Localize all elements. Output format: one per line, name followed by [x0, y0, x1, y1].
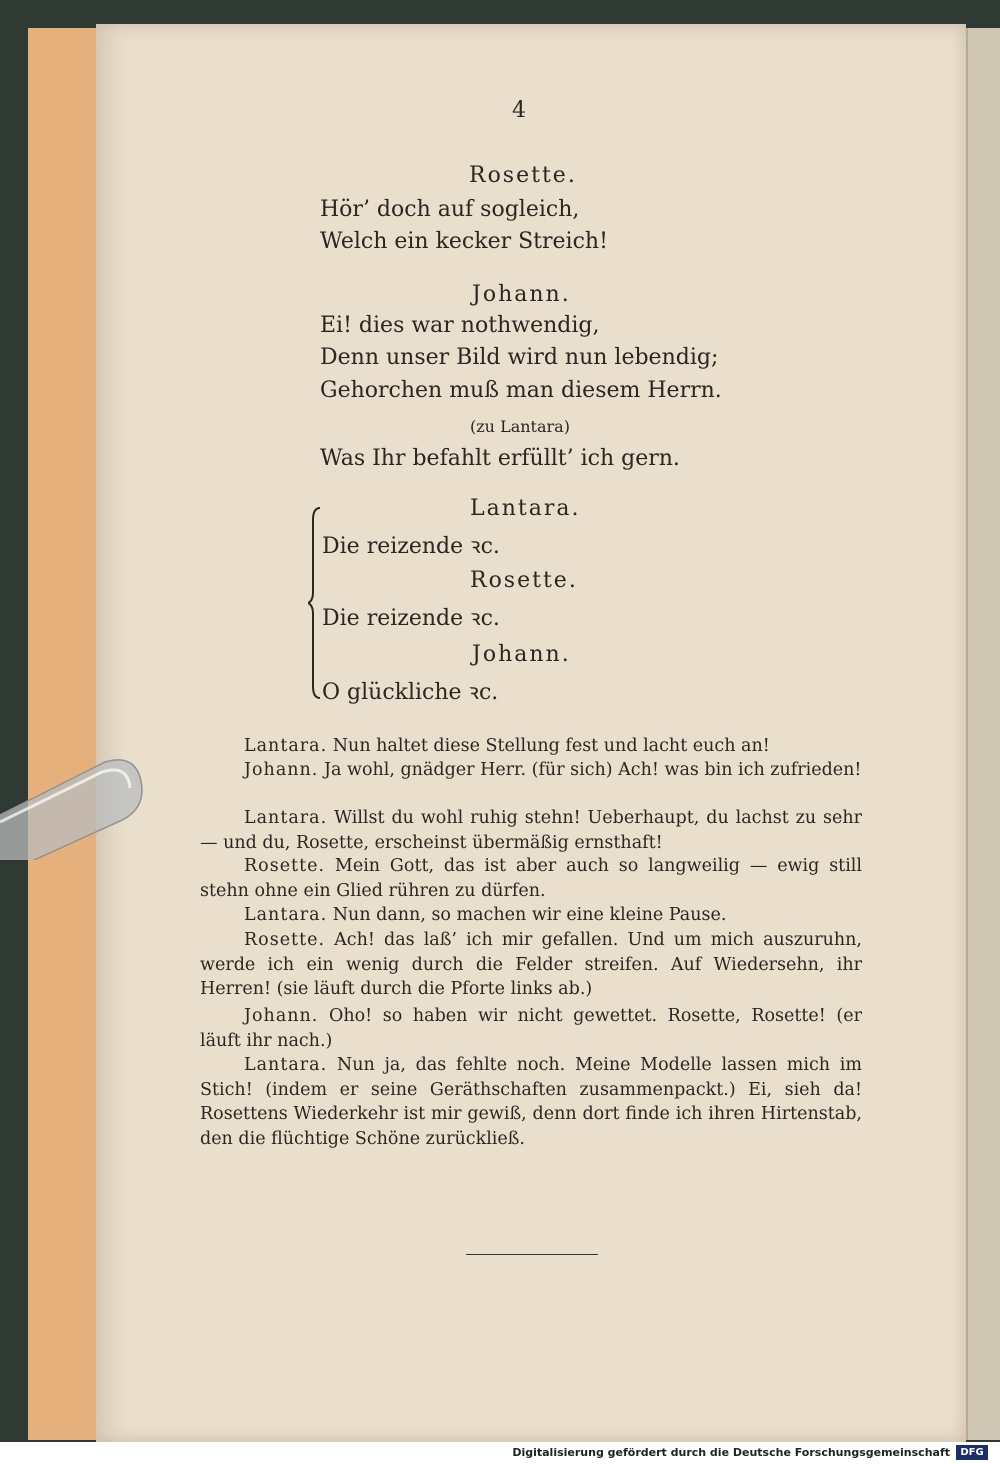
dialogue-paragraph [200, 734, 862, 759]
verse-line: Gehorchen muß man diesem Herrn. [320, 378, 722, 403]
dialogue-speaker: Lantara. [244, 808, 328, 828]
ensemble-line: Die reizende ꝛc. [322, 534, 500, 559]
verse-line: Denn unser Bild wird nun lebendig; [320, 345, 719, 370]
speaker-lantara: Lantara. [470, 496, 581, 521]
dialogue-speaker: Rosette. [244, 856, 326, 876]
dialogue-paragraph [200, 903, 862, 928]
dialogue-paragraph [200, 928, 862, 1002]
dialogue-speaker: Johann. [244, 1006, 319, 1026]
ensemble-brace [308, 506, 322, 700]
verse-line: Was Ihr befahlt erfüllt’ ich gern. [320, 446, 680, 471]
stage-direction: (zu Lantara) [470, 417, 570, 436]
speaker-rosette: Rosette. [469, 163, 577, 188]
page-number: 4 [512, 98, 526, 123]
dfg-logo: DFG [956, 1445, 988, 1460]
verse-line: Ei! dies war nothwendig, [320, 313, 600, 338]
dialogue-text: Ja wohl, gnädger Herr. (für sich) Ach! was bin ich zufrieden! [323, 760, 862, 780]
dialogue-speaker: Lantara. [244, 736, 328, 756]
footer-credit: Digitalisierung gefördert durch die Deutsche Forschungsgemeinschaft [512, 1446, 950, 1459]
dialogue-paragraph [200, 758, 862, 783]
verse-line: Welch ein kecker Streich! [320, 229, 608, 254]
dialogue-speaker: Lantara. [244, 905, 328, 925]
dialogue-speaker: Lantara. [244, 1055, 328, 1075]
dialogue-text: Nun dann, so machen wir eine kleine Pause. [332, 905, 727, 925]
speaker-johann: Johann. [472, 642, 571, 667]
dialogue-text: Nun haltet diese Stellung fest und lacht euch an! [332, 736, 770, 756]
speaker-rosette: Rosette. [470, 568, 578, 593]
dialogue-text: Nun ja, das fehlte noch. Meine Modelle lassen mich im Stich! (indem er seine Geräthschaften zusammenpackt.) Ei, sieh da! Rosettens Wiederkehr ist mir gewiß, denn dort finde ich ihren Hirtenstab, den die flüchtige Schöne zurückließ. [200, 1055, 862, 1149]
dialogue-text: Ach! das laß’ ich mir gefallen. Und um mich auszuruhn, werde ich ein wenig durch die Felder streifen. Auf Wiedersehn, ihr Herren! (sie läuft durch die Pforte links ab.) [200, 930, 862, 999]
dialogue-paragraph [200, 806, 862, 855]
speaker-johann: Johann. [472, 282, 571, 307]
verse-line: Hör’ doch auf sogleich, [320, 197, 580, 222]
dialogue-text: Oho! so haben wir nicht gewettet. Rosette, Rosette! (er läuft ihr nach.) [200, 1006, 862, 1051]
dialogue-paragraph [200, 854, 862, 903]
page-clip [0, 750, 160, 860]
next-page-edge [966, 28, 1000, 1440]
dialogue-speaker: Johann. [244, 760, 319, 780]
dialogue-paragraph [200, 1004, 862, 1053]
dialogue-speaker: Rosette. [244, 930, 326, 950]
dialogue-text: Willst du wohl ruhig stehn! Ueberhaupt, du lachst zu sehr — und du, Rosette, erscheinst übermäßig ernsthaft! [200, 808, 862, 853]
dialogue-text: Mein Gott, das ist aber auch so langweilig — ewig still stehn ohne ein Glied rühren zu dürfen. [200, 856, 862, 901]
ensemble-line: O glückliche ꝛc. [322, 680, 499, 705]
dialogue-paragraph [200, 1053, 862, 1151]
section-rule [466, 1254, 598, 1255]
ensemble-line: Die reizende ꝛc. [322, 606, 500, 631]
